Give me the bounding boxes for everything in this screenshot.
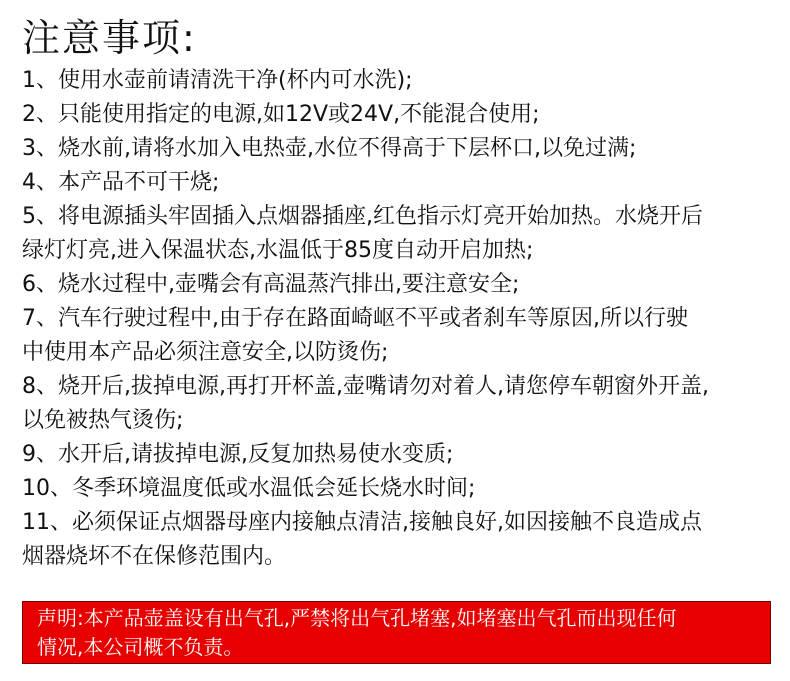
note-line-5: 5、将电源插头牢固插入点烟器插座,红色指示灯亮开始加热。水烧开后 — [22, 204, 703, 229]
note-line-11: 11、必须保证点烟器母座内接触点清洁,接触良好,如因接触不良造成点 — [22, 510, 702, 535]
disclaimer-line-1: 声明:本产品壶盖设有出气孔,严禁将出气孔堵塞,如堵塞出气孔而出现任何 — [37, 606, 677, 630]
disclaimer-box — [22, 601, 771, 664]
note-line-1: 1、使用水壶前请清洗干净(杯内可水洗); — [22, 68, 413, 93]
note-line-11-cont: 烟器烧坏不在保修范围内。 — [22, 544, 287, 569]
notes-list — [22, 64, 782, 574]
note-line-9: 9、水开后,请拔掉电源,反复加热易使水变质; — [22, 442, 454, 467]
note-line-8: 8、烧开后,拔掉电源,再打开杯盖,壶嘴请勿对着人,请您停车朝窗外开盖, — [22, 374, 709, 399]
note-line-4: 4、本产品不可干烧; — [22, 170, 220, 195]
note-line-10: 10、冬季环境温度低或水温低会延长烧水时间; — [22, 476, 476, 501]
note-line-7-cont: 中使用本产品必须注意安全,以防烫伤; — [22, 340, 389, 365]
note-line-3: 3、烧水前,请将水加入电热壶,水位不得高于下层杯口,以免过满; — [22, 136, 637, 161]
note-line-5-cont: 绿灯灯亮,进入保温状态,水温低于85度自动开启加热; — [22, 238, 534, 263]
note-line-7: 7、汽车行驶过程中,由于存在路面崎岖不平或者刹车等原因,所以行驶 — [22, 306, 688, 331]
page-title: 注意事项: — [22, 16, 197, 60]
disclaimer-line-2: 情况,本公司概不负责。 — [37, 635, 244, 659]
note-line-6: 6、烧水过程中,壶嘴会有高温蒸汽排出,要注意安全; — [22, 272, 520, 297]
note-line-2: 2、只能使用指定的电源,如12V或24V,不能混合使用; — [22, 102, 540, 127]
note-line-8-cont: 以免被热气烫伤; — [22, 408, 184, 433]
